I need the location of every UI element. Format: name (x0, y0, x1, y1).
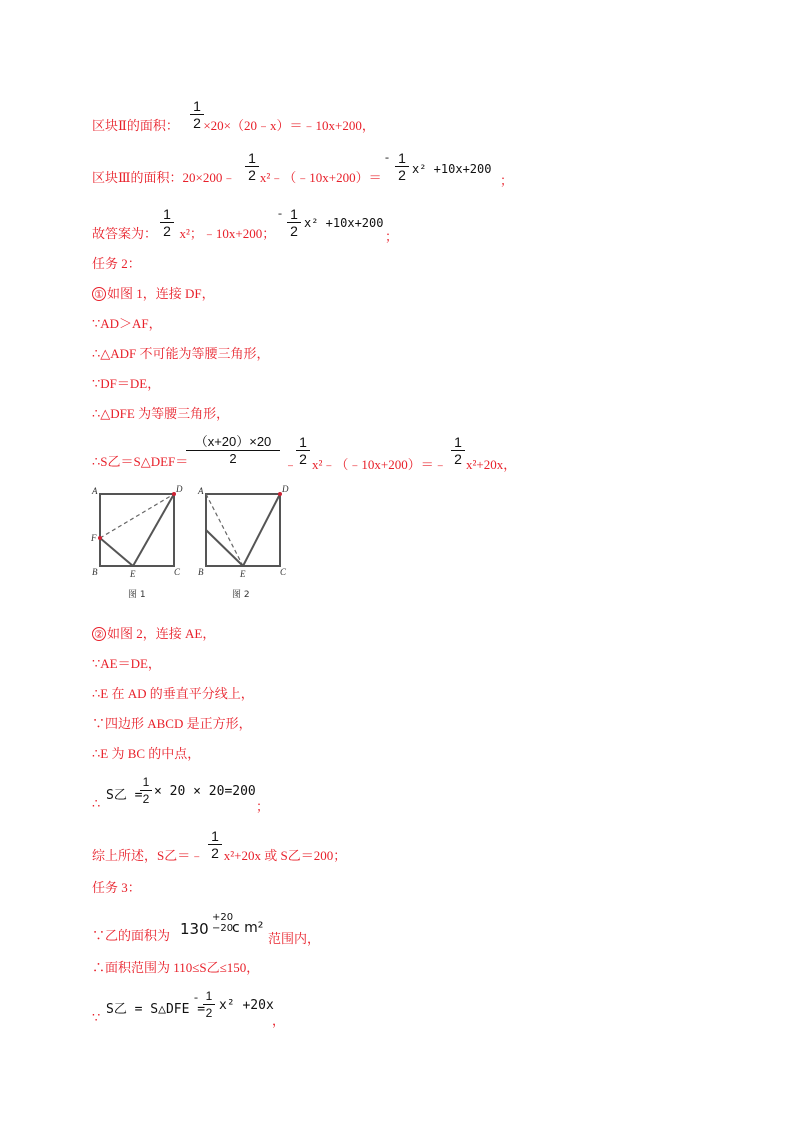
label-b: B (92, 567, 98, 577)
text: 如图 2，连接 AE， (107, 626, 216, 641)
text: x²﹣（﹣10x+200）＝﹣ (312, 457, 447, 472)
label-f: F (91, 533, 97, 543)
figure-1-caption: 图 1 (128, 590, 146, 600)
figure-2-caption: 图 2 (232, 590, 250, 600)
line-area-range (92, 928, 170, 944)
denominator: 2 (186, 450, 280, 467)
text: - (385, 150, 389, 164)
text: x²+20x 或 S乙＝200； (223, 848, 347, 863)
fraction-half (140, 774, 152, 807)
denominator: 2 (140, 790, 152, 807)
line-answer (92, 226, 275, 242)
fraction-half (395, 150, 409, 183)
neg-sign (194, 990, 198, 1005)
text (268, 928, 320, 947)
text: ×20×（20﹣x）＝﹣10x+200， (203, 118, 375, 133)
text: ∴S乙＝S△DEF＝ (92, 454, 189, 469)
expr-130 (180, 920, 209, 938)
fraction-half (203, 988, 215, 1021)
expr (304, 216, 383, 230)
denominator: 2 (203, 1004, 215, 1021)
label-d: D (176, 484, 183, 494)
line-s-formula (92, 1010, 100, 1026)
numerator: 1 (299, 434, 307, 450)
line (92, 316, 162, 332)
label-b: B (198, 567, 204, 577)
text: ， (272, 1013, 286, 1028)
text: ； (500, 173, 514, 188)
denominator: 2 (451, 450, 465, 467)
expr (154, 784, 256, 799)
text: ∵AD＞AF， (92, 316, 162, 331)
text: 故答案为： (92, 226, 158, 241)
line (92, 346, 270, 362)
segment-ae (206, 494, 243, 566)
segment-fe (100, 538, 133, 566)
text: x² +20x (219, 998, 274, 1013)
numerator: 1 (205, 989, 213, 1003)
numerator: 1 (290, 206, 298, 222)
text: ∴△ADF 不可能为等腰三角形， (92, 346, 270, 361)
line-s-200 (92, 796, 100, 812)
numerator: 1 (398, 150, 406, 166)
text: × 20 × 20=200 (154, 784, 256, 799)
expr-tolerance (212, 912, 233, 934)
numerator: （x+20）×20 (194, 434, 272, 449)
text: 范围内， (268, 931, 321, 946)
line (92, 746, 200, 762)
neg-sign (278, 206, 282, 221)
point-f (98, 536, 102, 540)
line (92, 656, 161, 672)
neg-sign (385, 150, 389, 165)
line (92, 376, 160, 392)
denominator: 2 (160, 222, 174, 239)
denominator: 2 (395, 166, 409, 183)
line-block2-area (92, 118, 375, 134)
punct (256, 796, 269, 815)
line (92, 686, 254, 702)
punct (500, 170, 513, 189)
text: - (278, 206, 282, 220)
text: ∵DF＝DE， (92, 376, 161, 391)
text: ∵四边形 ABCD 是正方形， (92, 716, 252, 731)
line-case1 (92, 286, 215, 302)
figure-2 (196, 482, 291, 604)
denominator: 2 (208, 844, 222, 861)
line (92, 960, 259, 976)
denominator: 2 (190, 114, 204, 131)
text: x² +10x+200 (304, 216, 384, 230)
expr (106, 784, 142, 803)
line-block3-area (92, 170, 382, 186)
segment-ed (133, 494, 174, 566)
label-c: C (280, 567, 287, 577)
circle-two-marker: ② (92, 627, 106, 641)
label-e: E (240, 569, 246, 579)
text: x²；﹣10x+200； (179, 226, 276, 241)
numerator: 1 (211, 828, 219, 844)
expr-unit (232, 920, 263, 936)
text: ∴△DFE 为等腰三角形， (92, 406, 230, 421)
denominator: 2 (245, 166, 259, 183)
task3-heading (92, 880, 141, 896)
text: ∵ (92, 1010, 101, 1025)
figure-1 (90, 482, 185, 604)
fraction-half (296, 434, 310, 467)
text (312, 454, 447, 473)
text: x² +10x+200 (412, 162, 492, 176)
text: ∴E 为 BC 的中点， (92, 746, 201, 761)
square-abcd (206, 494, 280, 566)
fraction-half (208, 828, 222, 861)
text: ∵乙的面积为 (92, 928, 171, 943)
fraction-half (190, 98, 204, 131)
line-case2 (92, 626, 215, 642)
line (92, 406, 229, 422)
denominator: 2 (287, 222, 301, 239)
numerator: 1 (163, 206, 171, 222)
expr (106, 998, 205, 1017)
label-a: A (198, 486, 204, 496)
circle-one-marker: ① (92, 287, 106, 301)
numerator: 1 (454, 434, 462, 450)
label-d: D (282, 484, 289, 494)
text: c m² (232, 920, 264, 936)
text: ∵AE＝DE， (92, 656, 161, 671)
text: ∴ (92, 796, 101, 811)
segment-fd (100, 494, 174, 538)
text: S乙 = S△DFE = (106, 1002, 206, 1017)
label-a: A (92, 486, 98, 496)
fraction-half (287, 206, 301, 239)
fraction-half (451, 434, 465, 467)
task2-heading (92, 256, 141, 272)
text: −20 (212, 923, 234, 934)
numerator: 1 (248, 150, 256, 166)
punct (272, 1010, 285, 1029)
segment-fe (206, 530, 243, 566)
text: 区块Ⅲ的面积：20×200﹣ (92, 170, 236, 185)
text: - (194, 990, 198, 1004)
fraction-big (186, 434, 280, 467)
text: ﹣ (284, 457, 298, 472)
expr (412, 162, 491, 176)
expr (219, 998, 274, 1013)
square-abcd (100, 494, 174, 566)
text: x²+20x， (466, 457, 517, 472)
text: S乙 = (106, 788, 143, 803)
line-s-area (92, 454, 188, 470)
text: ∴面积范围为 110≤S乙≤150， (92, 960, 260, 975)
text: 区块Ⅱ的面积： (92, 118, 179, 133)
text: x²﹣（﹣10x+200）＝ (259, 170, 382, 185)
fraction-half (245, 150, 259, 183)
label-c: C (174, 567, 181, 577)
text: ； (256, 799, 270, 814)
label-e: E (130, 569, 136, 579)
numerator: 1 (142, 775, 150, 789)
punct (385, 226, 398, 245)
text: 任务 2： (92, 256, 141, 271)
segment-ed (243, 494, 280, 566)
text: +20 (212, 912, 234, 923)
text: ∴E 在 AD 的垂直平分线上， (92, 686, 254, 701)
text: ； (385, 229, 399, 244)
text: 130 (180, 920, 209, 938)
text: 任务 3： (92, 880, 141, 895)
numerator: 1 (193, 98, 201, 114)
line (92, 716, 252, 732)
denominator: 2 (296, 450, 310, 467)
fraction-half (160, 206, 174, 239)
text: 如图 1，连接 DF， (107, 286, 215, 301)
text: 综上所述，S乙＝﹣ (92, 848, 204, 863)
text (466, 454, 516, 473)
